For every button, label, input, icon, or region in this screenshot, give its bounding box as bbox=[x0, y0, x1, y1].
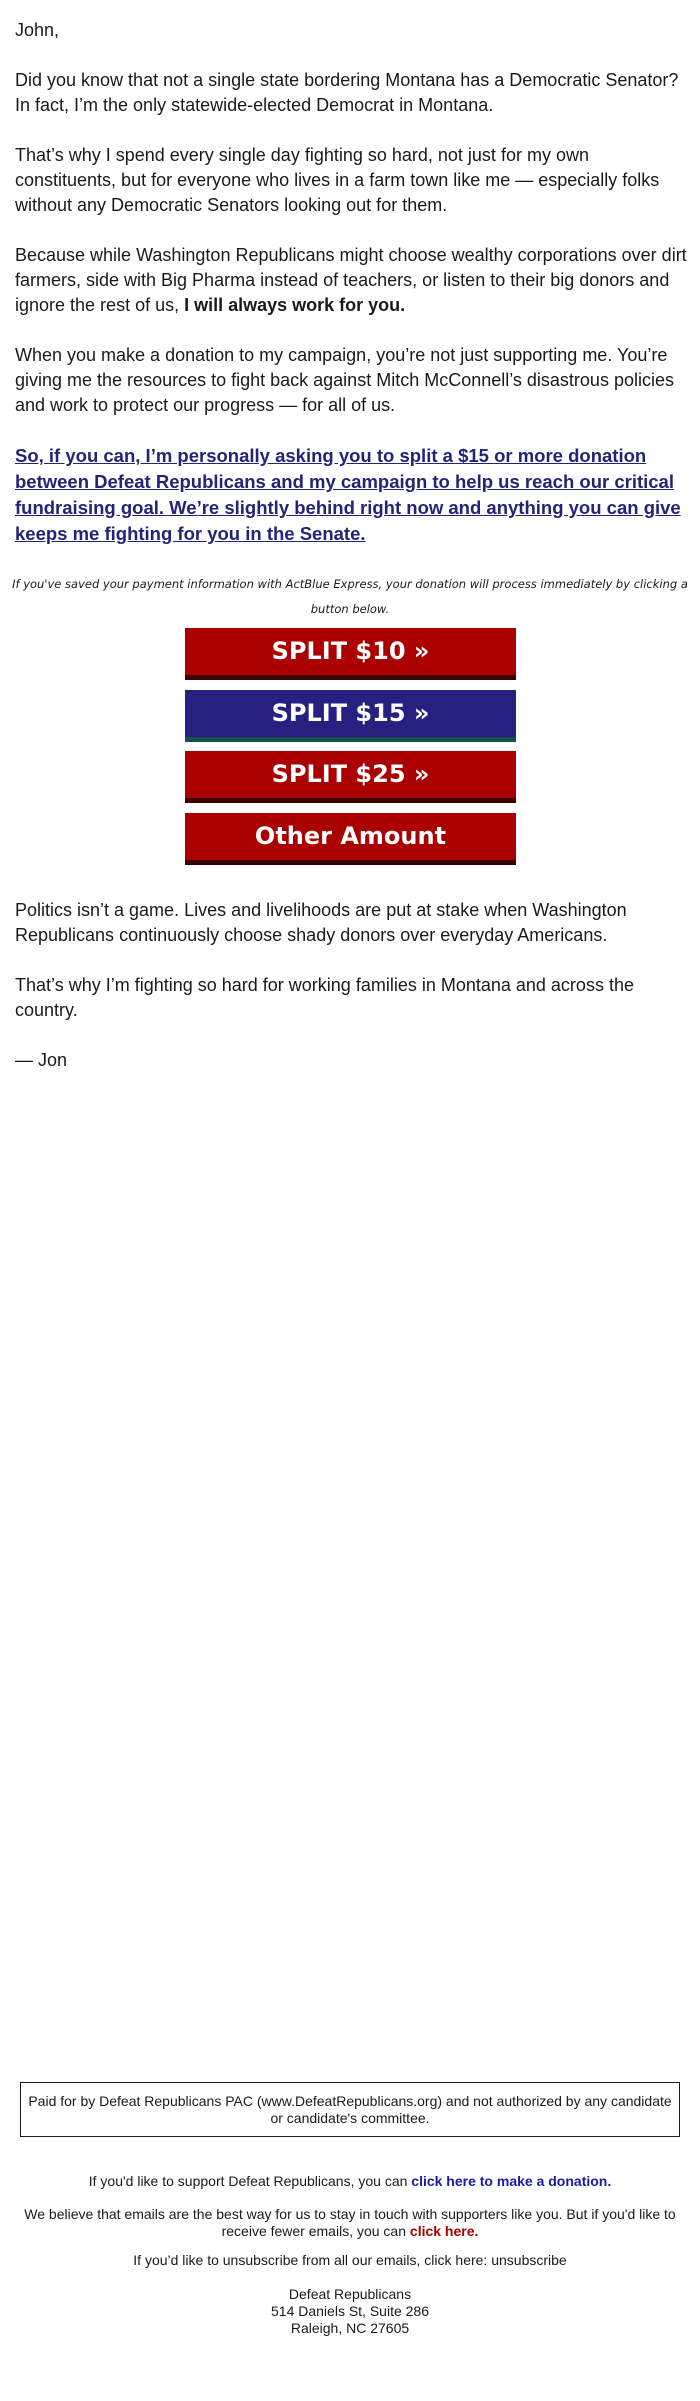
split-10-button[interactable]: SPLIT $10 » bbox=[185, 628, 516, 680]
address-line-2: Raleigh, NC 27605 bbox=[290, 2320, 410, 2336]
fewer-emails-link[interactable]: click here. bbox=[409, 2223, 479, 2239]
org-name: Defeat Republicans bbox=[288, 2286, 412, 2302]
paragraph-montana: Did you know that not a single state bordering Montana has a Democratic Senator? In fact, I’m the only statewide-elected Democrat in Montana. bbox=[15, 70, 679, 115]
split-donation-ask-link[interactable]: So, if you can, I’m personally asking you to split a $15 or more donation between Defeat Republicans and my campaign to help us reach our critical fundraising goal. We’re slightly behind right now and anything you can give keeps me fighting for you in the Senate. bbox=[15, 445, 681, 544]
actblue-express-note: If you've saved your payment information with ActBlue Express, your donation will process immediately by clicking a button below. bbox=[12, 577, 688, 616]
always-work-for-you-bold: I will always work for you. bbox=[184, 295, 406, 315]
paragraph-republicans-text: Because while Washington Republicans might choose wealthy corporations over dirt farmers, side with Big Pharma instead of teachers, or listen to their big donors and ignore the rest of us, bbox=[15, 245, 687, 315]
paid-for-disclaimer: Paid for by Defeat Republicans PAC (www.DefeatRepublicans.org) and not authorized by any candidate or candidate's committee. bbox=[20, 2082, 680, 2137]
address-line-1: 514 Daniels St, Suite 286 bbox=[271, 2303, 429, 2319]
split-25-button[interactable]: SPLIT $25 » bbox=[185, 751, 516, 803]
footer-unsubscribe bbox=[20, 2252, 680, 2269]
paragraph-donation: When you make a donation to my campaign, you’re not just supporting me. You’re giving me the resources to fight back against Mitch McConnell’s disastrous policies and work to protect our progress — for all of us. bbox=[15, 345, 674, 415]
footer-unsub-text: If you’d like to unsubscribe from all our emails, click here: bbox=[133, 2252, 492, 2268]
footer-fewer-text: We believe that emails are the best way for us to stay in touch with supporters like you. But if you'd like to receive fewer emails, you can bbox=[24, 2206, 676, 2239]
paragraph-politics: Politics isn’t a game. Lives and livelihoods are put at stake when Washington Republicans continuously choose shady donors over everyday Americans. bbox=[15, 900, 627, 945]
footer-fewer-emails bbox=[20, 2206, 680, 2240]
letter-body bbox=[15, 18, 690, 572]
paragraph-fighting: That’s why I spend every single day fighting so hard, not just for my own constituents, but for everyone who lives in a farm town like me — especially folks without any Democratic Senators looking out for them. bbox=[15, 145, 660, 215]
make-donation-link[interactable]: click here to make a donation. bbox=[411, 2173, 612, 2189]
paragraph-working-families: That’s why I’m fighting so hard for working families in Montana and across the country. bbox=[15, 975, 634, 1020]
other-amount-button[interactable]: Other Amount bbox=[185, 813, 516, 865]
signature: — Jon bbox=[15, 1050, 68, 1070]
footer-support bbox=[20, 2173, 680, 2190]
split-15-button[interactable]: SPLIT $15 » bbox=[185, 690, 516, 742]
paragraph-ask bbox=[15, 443, 690, 547]
unsubscribe-link[interactable]: unsubscribe bbox=[491, 2252, 567, 2268]
closing-section bbox=[15, 898, 690, 1098]
greeting: John, bbox=[15, 20, 60, 40]
paragraph-republicans bbox=[15, 243, 690, 318]
footer-address bbox=[20, 2286, 680, 2337]
footer-support-text: If you'd like to support Defeat Republicans, you can bbox=[88, 2173, 412, 2189]
